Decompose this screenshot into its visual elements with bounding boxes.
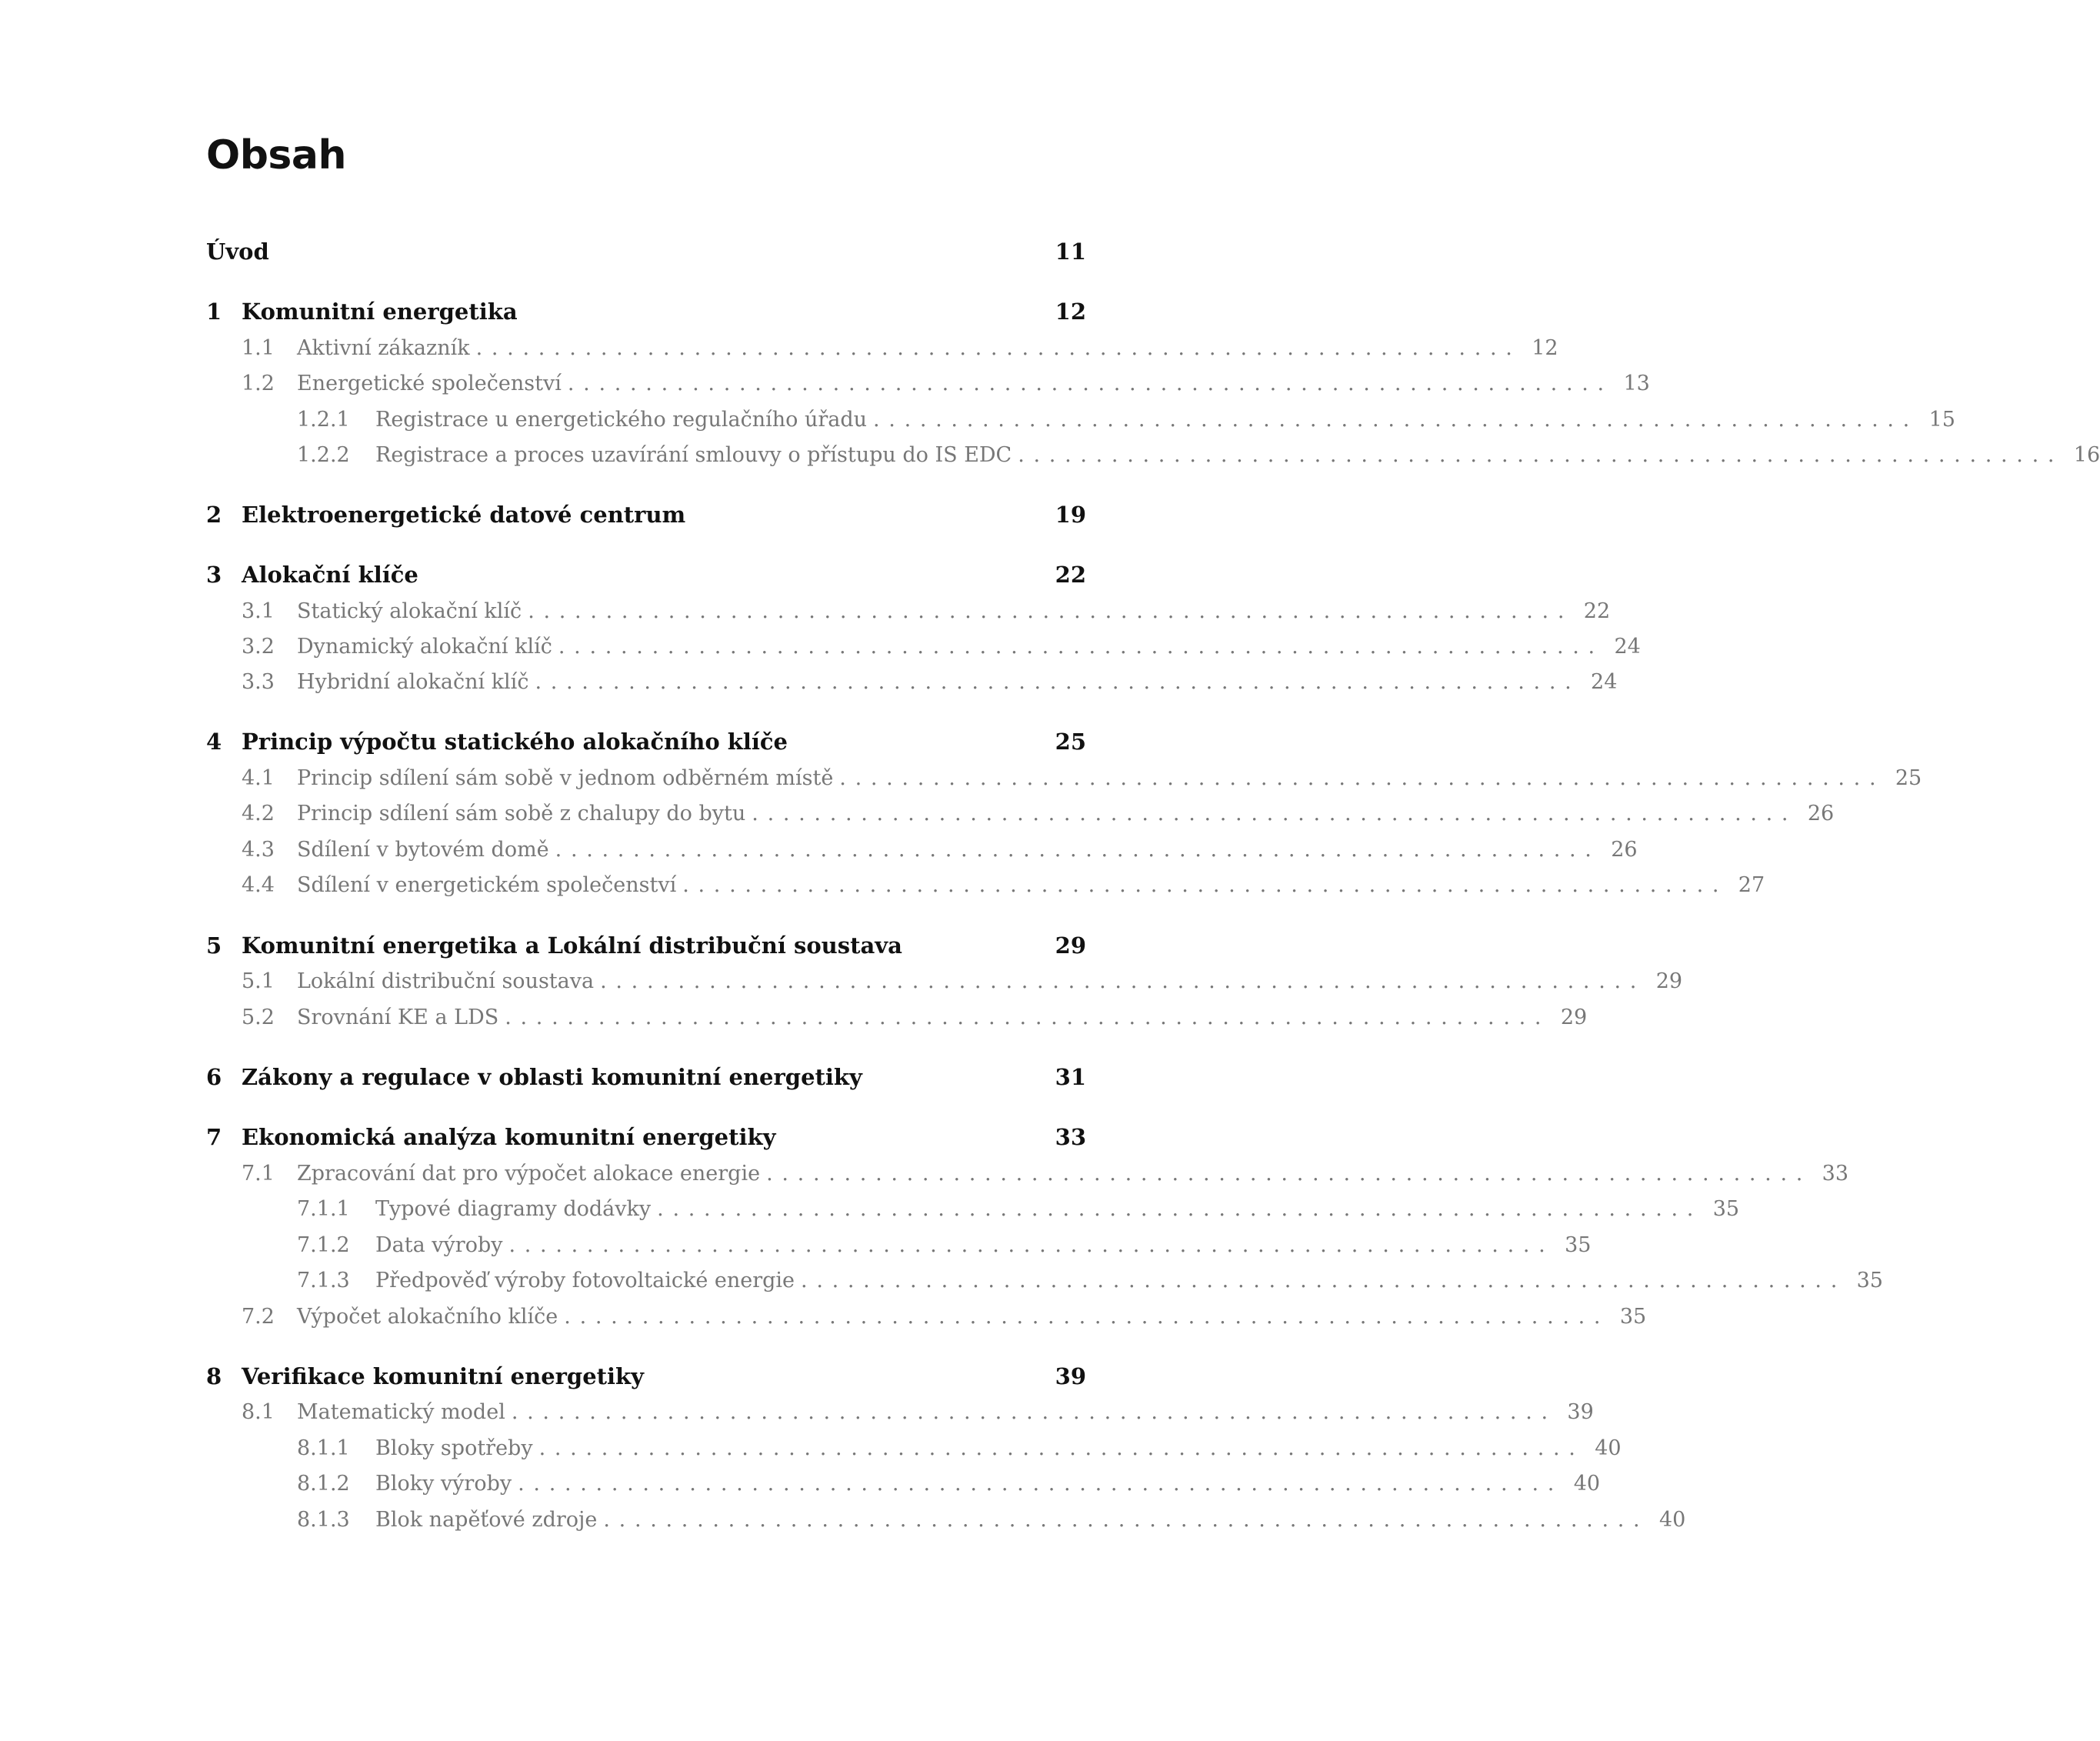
toc-title: Data výroby [375,1232,503,1257]
toc-page: 26 [1807,801,1835,825]
toc-section-3-2[interactable] [206,631,1641,662]
toc-subsection-7-1-2[interactable] [206,1229,1592,1260]
toc-page: 39 [1055,1363,1086,1389]
toc-page: 35 [1565,1232,1592,1257]
toc-number: 1.2.1 [297,407,350,432]
toc-number: 7.1 [242,1161,275,1186]
toc-title: Matematický model [297,1399,505,1424]
toc-section-8-1[interactable] [206,1396,1594,1427]
toc-title: Typové diagramy dodávky [375,1196,652,1221]
toc-title: Bloky spotřeby [375,1436,533,1460]
toc-chapter-7[interactable] [206,1122,1086,1152]
toc-number: 8.1.2 [297,1471,350,1496]
toc-number: 1.1 [242,335,275,360]
toc-title: Zpracování dat pro výpočet alokace energie [297,1161,761,1186]
toc-title: Komunitní energetika a Lokální distribuční soustava [242,932,902,959]
toc-number: 8 [206,1363,222,1389]
toc-number: 4.1 [242,765,275,790]
toc-number: 4.4 [242,872,275,897]
toc-title: Alokační klíče [242,562,418,588]
toc-subsection-1-2-2[interactable] [206,439,2100,470]
toc-number: 1.2.2 [297,442,350,467]
toc-page: 12 [1532,335,1558,360]
toc-page: 40 [1658,1507,1686,1532]
toc-section-1-1[interactable] [206,332,1558,363]
toc-section-7-2[interactable] [206,1301,1647,1332]
toc-number: 7.1.1 [297,1196,350,1221]
toc-subsection-8-1-1[interactable] [206,1432,1622,1463]
leader-dots: ................................................................... [766,1161,1812,1186]
leader-dots: ................................................................... [564,1304,1610,1329]
toc-page: 27 [1738,872,1765,897]
leader-dots: ................................................................... [752,801,1798,825]
toc-number: 1 [206,299,222,325]
toc-page: 35 [1619,1304,1647,1329]
toc-page: 25 [1895,765,1922,790]
toc-number: 3.1 [242,599,275,623]
toc-section-3-3[interactable] [206,666,1618,697]
toc-subsection-7-1-3[interactable] [206,1265,1883,1296]
toc-title: Zákony a regulace v oblasti komunitní energetiky [242,1064,862,1090]
toc-number: 3 [206,562,222,588]
toc-subsection-1-2-1[interactable] [206,404,1955,435]
leader-dots: ................................................................... [511,1399,1557,1424]
toc-entry-intro[interactable] [206,236,1086,267]
leader-dots: ................................................................... [518,1471,1564,1496]
toc-page: 12 [1055,299,1086,325]
toc-number: 4.2 [242,801,275,825]
toc-number: 8.1 [242,1399,275,1424]
toc-number: 5 [206,932,222,959]
toc-title: Princip sdílení sám sobě z chalupy do bytu [297,801,746,825]
leader-dots: ................................................................... [657,1196,1703,1221]
toc-title: Registrace u energetického regulačního úřadu [375,407,868,432]
toc-page: 13 [1623,371,1650,395]
toc-number: 7.2 [242,1304,275,1329]
toc-page: 19 [1055,502,1086,528]
toc-section-1-2[interactable] [206,368,1650,399]
toc-title: Blok napěťové zdroje [375,1507,598,1532]
toc-title: Srovnání KE a LDS [297,1005,499,1029]
leader-dots: ................................................................... [873,407,1918,432]
toc-section-4-1[interactable] [206,762,1922,793]
toc-number: 5.1 [242,969,275,993]
toc-page: 31 [1055,1064,1086,1090]
toc-section-5-1[interactable] [206,966,1683,996]
leader-dots: ................................................................... [505,1005,1551,1029]
toc-title: Energetické společenství [297,371,562,395]
toc-section-3-1[interactable] [206,595,1611,626]
toc-title: Aktivní zákazník [297,335,470,360]
toc-page: 29 [1560,1005,1588,1029]
leader-dots: ................................................................... [1018,442,2064,467]
page-title: Obsah [206,132,346,178]
leader-dots: ................................................................... [508,1232,1555,1257]
toc-page: 29 [1055,932,1086,959]
toc-chapter-6[interactable] [206,1062,1086,1092]
table-of-contents [206,0,2100,1741]
leader-dots: ................................................................... [555,837,1601,862]
toc-page: 22 [1055,562,1086,588]
leader-dots: ................................................................... [528,599,1574,623]
toc-title: Registrace a proces uzavírání smlouvy o přístupu do IS EDC [375,442,1012,467]
toc-title: Výpočet alokačního klíče [297,1304,558,1329]
toc-page: 24 [1591,669,1618,694]
toc-chapter-2[interactable] [206,499,1086,530]
leader-dots: ................................................................... [558,634,1604,659]
toc-number: 5.2 [242,1005,275,1029]
leader-dots: ................................................................... [475,335,1522,360]
toc-page: 35 [1712,1196,1740,1221]
toc-title: Bloky výroby [375,1471,512,1496]
toc-title: Dynamický alokační klíč [297,634,552,659]
toc-title: Úvod [206,238,269,265]
leader-dots: ................................................................... [603,1507,1649,1532]
toc-number: 4 [206,729,222,755]
toc-chapter-3[interactable] [206,559,1086,590]
toc-number: 8.1.1 [297,1436,350,1460]
leader-dots: ................................................................... [600,969,1646,993]
toc-page: 33 [1055,1124,1086,1150]
toc-title: Ekonomická analýza komunitní energetiky [242,1124,776,1150]
toc-subsection-7-1-1[interactable] [206,1193,1740,1224]
toc-page: 33 [1822,1161,1849,1186]
toc-chapter-4[interactable] [206,726,1086,757]
toc-page: 40 [1595,1436,1622,1460]
toc-number: 1.2 [242,371,275,395]
toc-number: 7.1.2 [297,1232,350,1257]
leader-dots: ................................................................... [801,1268,1846,1292]
toc-number: 8.1.3 [297,1507,350,1532]
toc-title: Elektroenergetické datové centrum [242,502,686,528]
toc-chapter-8[interactable] [206,1361,1086,1392]
toc-page: 26 [1611,837,1638,862]
leader-dots: ................................................................... [839,765,1885,790]
toc-title: Předpověď výroby fotovoltaické energie [375,1268,795,1292]
toc-section-4-4[interactable] [206,869,1765,900]
toc-page: 22 [1583,599,1611,623]
toc-chapter-5[interactable] [206,930,1086,961]
toc-page: 15 [1928,407,1955,432]
toc-number: 4.3 [242,837,275,862]
toc-page: 24 [1614,634,1641,659]
toc-section-4-3[interactable] [206,834,1638,865]
toc-title: Sdílení v energetickém společenství [297,872,677,897]
toc-number: 7 [206,1124,222,1150]
toc-title: Princip výpočtu statického alokačního klíče [242,729,788,755]
toc-title: Sdílení v bytovém domě [297,837,549,862]
toc-title: Lokální distribuční soustava [297,969,595,993]
toc-subsection-8-1-2[interactable] [206,1468,1601,1499]
leader-dots: ................................................................... [535,669,1581,694]
toc-number: 7.1.3 [297,1268,350,1292]
toc-title: Princip sdílení sám sobě v jednom odběrném místě [297,765,834,790]
toc-number: 3.3 [242,669,275,694]
toc-page: 11 [1055,238,1086,265]
toc-title: Hybridní alokační klíč [297,669,529,694]
toc-section-7-1[interactable] [206,1158,1849,1189]
toc-page: 39 [1567,1399,1594,1424]
toc-page: 25 [1055,729,1086,755]
toc-page: 16 [2073,442,2100,467]
toc-number: 6 [206,1064,222,1090]
toc-title: Statický alokační klíč [297,599,522,623]
leader-dots: ................................................................... [682,872,1728,897]
toc-page: 35 [1856,1268,1883,1292]
toc-subsection-8-1-3[interactable] [206,1504,1686,1535]
toc-title: Komunitní energetika [242,299,518,325]
toc-page: 29 [1655,969,1683,993]
toc-page: 40 [1573,1471,1601,1496]
leader-dots: ................................................................... [567,371,1613,395]
toc-section-4-2[interactable] [206,798,1835,829]
toc-number: 3.2 [242,634,275,659]
toc-section-5-2[interactable] [206,1002,1588,1032]
leader-dots: ................................................................... [538,1436,1585,1460]
toc-title: Verifikace komunitní energetiky [242,1363,645,1389]
toc-number: 2 [206,502,222,528]
toc-chapter-1[interactable] [206,296,1086,327]
